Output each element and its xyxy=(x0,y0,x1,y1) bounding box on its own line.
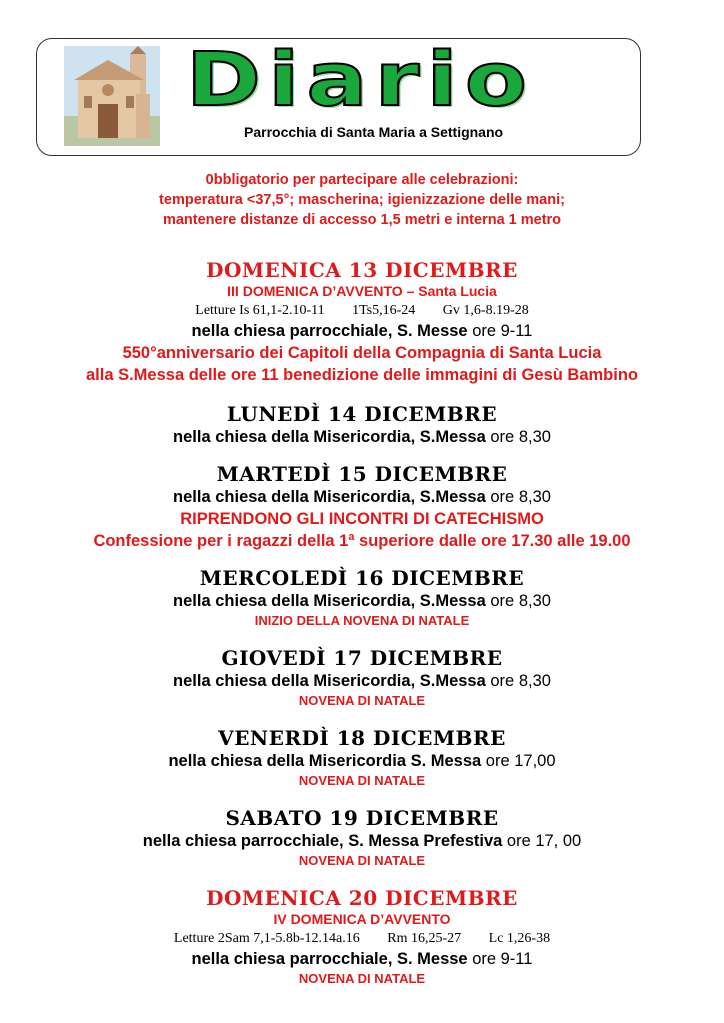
mass-place: nella chiesa della Misericordia, S.Messa xyxy=(173,672,486,690)
day-title: DOMENICA 20 DICEMBRE xyxy=(206,886,518,910)
reading: Letture Is 61,1-2.10-11 xyxy=(195,303,325,318)
mass-info xyxy=(0,590,724,612)
notice-line: temperatura <37,5°; mascherina; igienizzazione delle mani; xyxy=(159,192,565,208)
mass-info xyxy=(0,670,724,692)
day-note: NOVENA DI NATALE xyxy=(298,971,426,986)
day-title: MARTEDÌ 15 DICEMBRE xyxy=(216,462,508,486)
mass-place: nella chiesa parrocchiale, S. Messe xyxy=(191,322,468,340)
day-note: NOVENA DI NATALE xyxy=(298,693,426,708)
day-entry-sat-19 xyxy=(0,806,724,870)
mass-time: ore 8,30 xyxy=(485,488,551,506)
notice-line: 0bbligatorio per partecipare alle celebrazioni: xyxy=(205,172,519,188)
mass-info xyxy=(0,830,724,852)
day-title: DOMENICA 13 DICEMBRE xyxy=(206,258,518,282)
day-note: alla S.Messa delle ore 11 benedizione delle immagini di Gesù Bambino xyxy=(85,366,638,384)
mass-time: ore 9-11 xyxy=(467,950,533,968)
day-entry-fri-18 xyxy=(0,726,724,790)
day-entry-tue-15 xyxy=(0,462,724,552)
mass-time: ore 8,30 xyxy=(485,428,551,446)
mass-place: nella chiesa della Misericordia, S.Messa xyxy=(173,488,486,506)
day-note: NOVENA DI NATALE xyxy=(298,853,426,868)
page-title: Diario xyxy=(186,37,535,123)
readings xyxy=(0,929,724,948)
day-title: SABATO 19 DICEMBRE xyxy=(225,806,499,830)
mass-time: ore 17,00 xyxy=(481,752,556,770)
mass-place: nella chiesa parrocchiale, S. Messe xyxy=(191,950,468,968)
mass-time: ore 17, 00 xyxy=(502,832,582,850)
day-entry-thu-17 xyxy=(0,646,724,710)
notice-line: mantenere distanze di accesso 1,5 metri e interna 1 metro xyxy=(162,212,562,228)
day-title: VENERDÌ 18 DICEMBRE xyxy=(218,726,506,750)
reading: Lc 1,26-38 xyxy=(488,931,551,946)
reading: Letture 2Sam 7,1-5.8b-12.14a.16 xyxy=(173,931,360,946)
day-note: RIPRENDONO GLI INCONTRI DI CATECHISMO xyxy=(180,510,544,528)
day-entry-sun-20 xyxy=(0,886,724,988)
day-subtitle: III DOMENICA D’AVVENTO – Santa Lucia xyxy=(227,283,497,299)
day-note: INIZIO DELLA NOVENA DI NATALE xyxy=(254,613,470,628)
safety-notice xyxy=(0,170,724,230)
mass-info xyxy=(0,486,724,508)
mass-place: nella chiesa parrocchiale, S. Messa Prefestiva xyxy=(142,832,503,850)
day-entry-wed-16 xyxy=(0,566,724,630)
mass-info xyxy=(0,750,724,772)
mass-info xyxy=(0,948,724,970)
day-note: 550°anniversario dei Capitoli della Compagnia di Santa Lucia xyxy=(122,344,602,362)
reading: Rm 16,25-27 xyxy=(387,931,462,946)
schedule-content xyxy=(0,170,724,988)
day-entry-mon-14 xyxy=(0,402,724,448)
reading: 1Ts5,16-24 xyxy=(352,303,416,318)
mass-time: ore 8,30 xyxy=(485,592,551,610)
mass-place: nella chiesa della Misericordia, S.Messa xyxy=(173,428,486,446)
mass-place: nella chiesa della Misericordia, S.Messa xyxy=(173,592,486,610)
mass-time: ore 9-11 xyxy=(467,322,533,340)
parish-subtitle: Parrocchia di Santa Maria a Settignano xyxy=(244,124,504,140)
day-note: Confessione per i ragazzi della 1ª superiore dalle ore 17.30 alle 19.00 xyxy=(93,532,631,550)
reading: Gv 1,6-8.19-28 xyxy=(442,303,529,318)
mass-info xyxy=(0,320,724,342)
day-title: GIOVEDÌ 17 DICEMBRE xyxy=(221,646,503,670)
day-entry-sun-13 xyxy=(0,258,724,386)
mass-time: ore 8,30 xyxy=(485,672,551,690)
day-title: MERCOLEDÌ 16 DICEMBRE xyxy=(199,566,525,590)
mass-info xyxy=(0,426,724,448)
day-title: LUNEDÌ 14 DICEMBRE xyxy=(226,402,498,426)
day-note: NOVENA DI NATALE xyxy=(298,773,426,788)
day-subtitle: IV DOMENICA D’AVVENTO xyxy=(273,911,451,927)
mass-place: nella chiesa della Misericordia S. Messa xyxy=(168,752,482,770)
readings xyxy=(0,301,724,320)
church-illustration xyxy=(64,46,160,146)
